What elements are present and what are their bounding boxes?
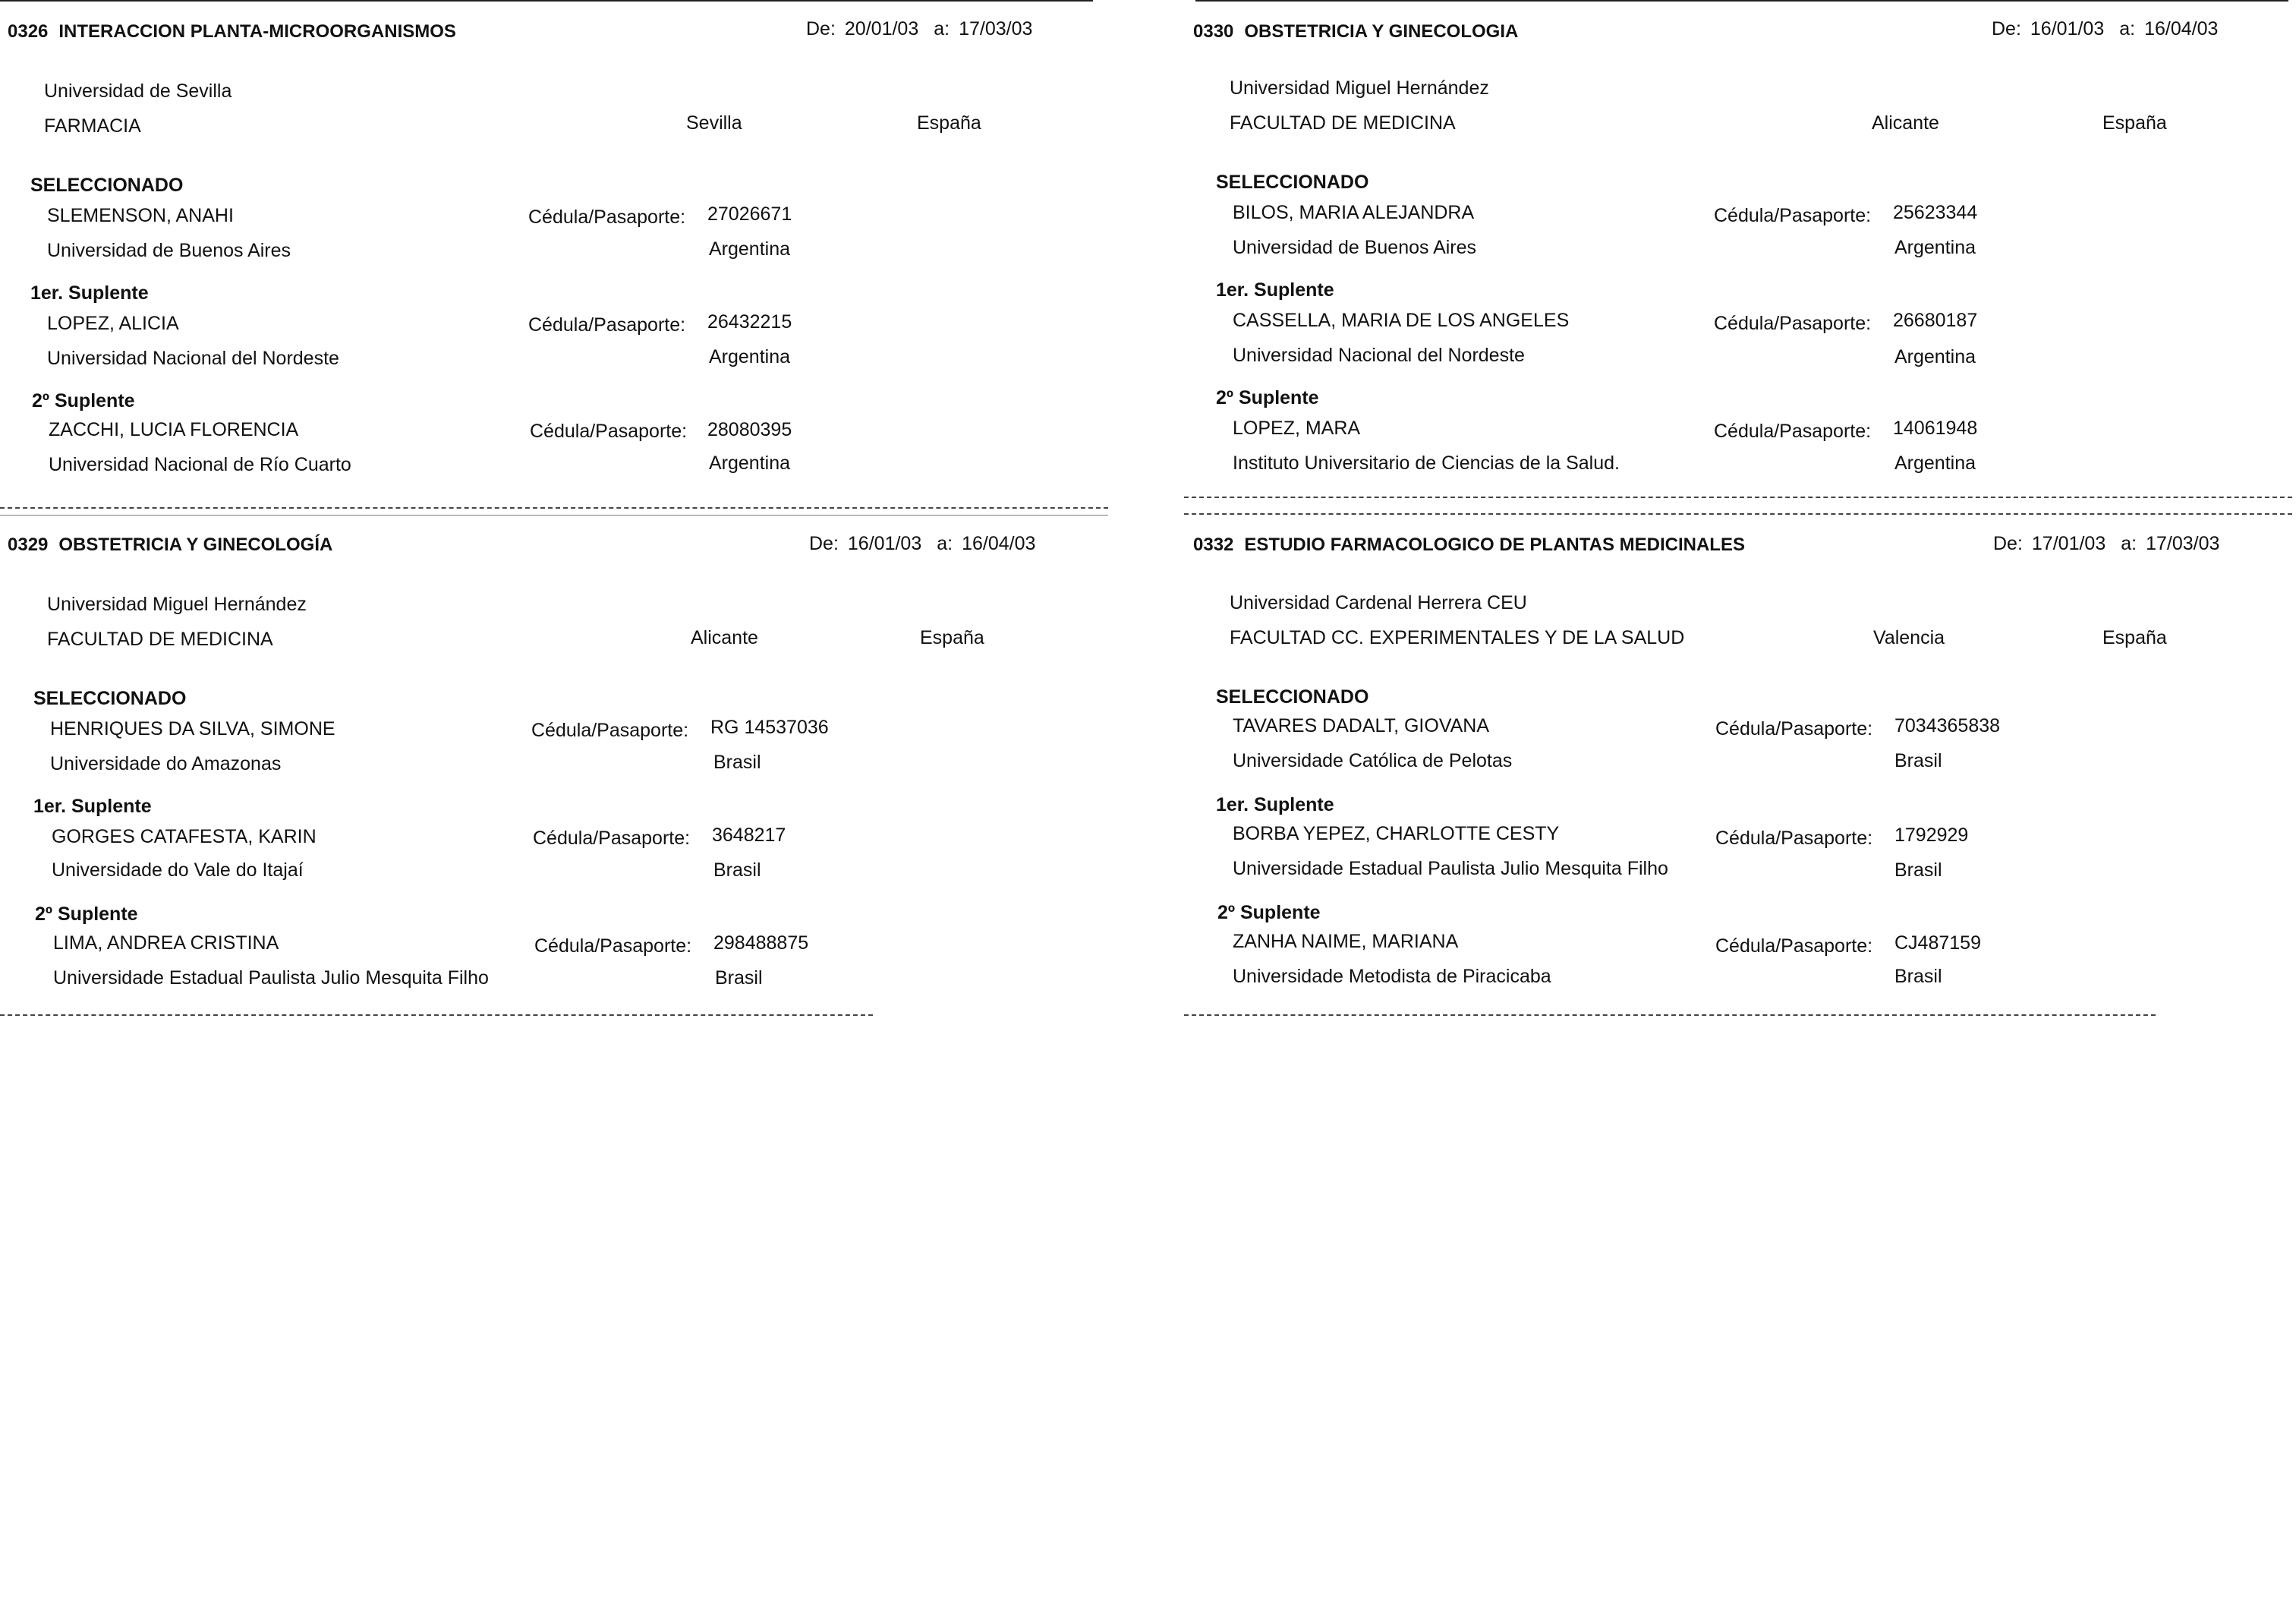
role-heading: 2º Suplente [1217, 902, 1321, 923]
from-label: De: [1992, 18, 2021, 39]
candidate-institution: Universidade do Amazonas [50, 753, 282, 774]
candidate-name: ZACCHI, LUCIA FLORENCIA [49, 419, 299, 440]
host-university: Universidad Miguel Hernández [1230, 77, 1489, 99]
id-label: Cédula/Pasaporte: [1715, 718, 1873, 739]
host-university: Universidad de Sevilla [44, 80, 232, 102]
candidate-country: Argentina [1894, 237, 1976, 258]
id-label: Cédula/Pasaporte: [1714, 313, 1872, 334]
candidate-country: Argentina [709, 238, 791, 260]
id-number: RG 14537036 [710, 717, 829, 738]
record-name: ESTUDIO FARMACOLOGICO DE PLANTAS MEDICINALES [1244, 535, 1745, 555]
role-heading: SELECCIONADO [33, 688, 187, 709]
role-heading: 1er. Suplente [1216, 279, 1334, 301]
record-code: 0326 [8, 21, 49, 42]
record-name: INTERACCION PLANTA-MICROORGANISMOS [58, 21, 456, 42]
id-label: Cédula/Pasaporte: [528, 314, 686, 336]
id-label: Cédula/Pasaporte: [1714, 421, 1872, 442]
mid-rule-left-a [0, 507, 1108, 509]
role-heading: SELECCIONADO [30, 175, 184, 196]
id-label: Cédula/Pasaporte: [1715, 828, 1873, 849]
record-dates [809, 533, 1035, 555]
candidate-name: SLEMENSON, ANAHI [47, 205, 234, 226]
from-date: 17/01/03 [2031, 533, 2106, 554]
candidate-country: Brasil [713, 752, 761, 773]
candidate-institution: Universidad Nacional del Nordeste [1233, 345, 1525, 366]
role-heading: 1er. Suplente [1216, 794, 1334, 815]
candidate-name: BILOS, MARIA ALEJANDRA [1233, 202, 1475, 223]
id-number: 25623344 [1893, 202, 1978, 223]
id-label: Cédula/Pasaporte: [531, 720, 689, 741]
to-label: a: [937, 533, 953, 554]
record-dates [1992, 18, 2218, 40]
candidate-name: GORGES CATAFESTA, KARIN [52, 826, 317, 847]
to-label: a: [2119, 18, 2136, 39]
host-faculty: FARMACIA [44, 115, 141, 137]
candidate-country: Brasil [1894, 859, 1942, 881]
candidate-country: Brasil [713, 859, 761, 881]
host-country: España [917, 112, 981, 134]
id-label: Cédula/Pasaporte: [1715, 935, 1873, 957]
candidate-name: LOPEZ, ALICIA [47, 313, 179, 334]
host-country: España [2102, 112, 2167, 134]
role-heading: 2º Suplente [35, 903, 138, 925]
candidate-institution: Universidad Nacional del Nordeste [47, 348, 339, 369]
role-heading: SELECCIONADO [1216, 686, 1369, 708]
host-faculty: FACULTAD CC. EXPERIMENTALES Y DE LA SALUD [1230, 627, 1685, 648]
to-label: a: [2121, 533, 2137, 554]
record-title [8, 535, 332, 556]
to-date: 17/03/03 [959, 18, 1033, 39]
record-card [1186, 513, 2296, 1014]
from-label: De: [809, 533, 839, 554]
host-city: Sevilla [686, 112, 742, 134]
role-heading: SELECCIONADO [1216, 172, 1369, 193]
id-number: 27026671 [707, 203, 792, 225]
record-card [0, 513, 1116, 1014]
from-date: 16/01/03 [847, 533, 922, 554]
host-faculty: FACULTAD DE MEDICINA [47, 629, 273, 650]
candidate-name: HENRIQUES DA SILVA, SIMONE [50, 718, 335, 739]
bottom-rule-right [1184, 1014, 2156, 1016]
id-number: 14061948 [1893, 418, 1978, 439]
candidate-country: Argentina [1894, 453, 1976, 474]
host-country: España [2102, 627, 2167, 648]
id-number: 3648217 [712, 825, 786, 846]
record-card [0, 0, 1116, 501]
role-heading: 2º Suplente [32, 390, 135, 412]
candidate-institution: Universidade Católica de Pelotas [1233, 750, 1513, 771]
record-dates [1993, 533, 2219, 555]
to-label: a: [934, 18, 950, 39]
to-date: 16/04/03 [2144, 18, 2219, 39]
record-title [1193, 535, 1745, 556]
candidate-institution: Universidade Estadual Paulista Julio Mesquita Filho [1233, 858, 1668, 879]
candidate-country: Argentina [1894, 346, 1976, 367]
candidate-country: Argentina [709, 346, 791, 367]
host-country: España [920, 627, 984, 648]
id-label: Cédula/Pasaporte: [533, 828, 691, 849]
id-label: Cédula/Pasaporte: [528, 207, 686, 228]
record-name: OBSTETRICIA Y GINECOLOGIA [1244, 21, 1519, 42]
from-date: 16/01/03 [2030, 18, 2105, 39]
candidate-institution: Universidade Estadual Paulista Julio Mesquita Filho [53, 967, 489, 989]
id-label: Cédula/Pasaporte: [534, 935, 692, 957]
record-code: 0332 [1193, 535, 1234, 555]
candidate-institution: Universidad de Buenos Aires [1233, 237, 1477, 258]
host-faculty: FACULTAD DE MEDICINA [1230, 112, 1456, 134]
host-university: Universidad Cardenal Herrera CEU [1230, 592, 1527, 613]
host-university: Universidad Miguel Hernández [47, 594, 307, 615]
candidate-institution: Instituto Universitario de Ciencias de la Salud. [1233, 453, 1620, 474]
id-number: 7034365838 [1894, 715, 2001, 736]
bottom-rule-left [0, 1014, 873, 1016]
candidate-name: ZANHA NAIME, MARIANA [1233, 931, 1459, 952]
candidate-country: Brasil [1894, 750, 1942, 771]
candidate-institution: Universidade do Vale do Itajaí [52, 859, 304, 881]
id-number: 26432215 [707, 311, 792, 333]
id-number: 1792929 [1894, 825, 1969, 846]
host-city: Valencia [1873, 627, 1945, 648]
host-city: Alicante [1872, 112, 1939, 134]
candidate-country: Brasil [1894, 966, 1942, 987]
id-number: 28080395 [707, 419, 792, 440]
role-heading: 1er. Suplente [30, 282, 149, 304]
candidate-name: LIMA, ANDREA CRISTINA [53, 932, 279, 954]
from-date: 20/01/03 [844, 18, 919, 39]
record-title [8, 21, 456, 43]
candidate-name: TAVARES DADALT, GIOVANA [1233, 715, 1490, 736]
candidate-name: LOPEZ, MARA [1233, 418, 1361, 439]
id-label: Cédula/Pasaporte: [1714, 205, 1872, 226]
id-number: 26680187 [1893, 310, 1978, 331]
record-name: OBSTETRICIA Y GINECOLOGÍA [58, 535, 333, 555]
candidate-country: Argentina [709, 453, 791, 474]
record-title [1193, 21, 1518, 43]
role-heading: 1er. Suplente [33, 796, 152, 817]
host-city: Alicante [691, 627, 758, 648]
from-label: De: [1993, 533, 2023, 554]
candidate-name: BORBA YEPEZ, CHARLOTTE CESTY [1233, 823, 1560, 844]
to-date: 17/03/03 [2146, 533, 2220, 554]
record-dates [806, 18, 1032, 40]
record-card [1186, 0, 2296, 501]
to-date: 16/04/03 [962, 533, 1036, 554]
role-heading: 2º Suplente [1216, 387, 1319, 408]
id-number: 298488875 [713, 932, 809, 954]
from-label: De: [806, 18, 836, 39]
candidate-institution: Universidad de Buenos Aires [47, 240, 291, 261]
id-label: Cédula/Pasaporte: [530, 421, 688, 442]
candidate-country: Brasil [715, 967, 763, 989]
candidate-institution: Universidad Nacional de Río Cuarto [49, 454, 351, 475]
candidate-institution: Universidade Metodista de Piracicaba [1233, 966, 1551, 987]
id-number: CJ487159 [1894, 932, 1981, 954]
candidate-name: CASSELLA, MARIA DE LOS ANGELES [1233, 310, 1570, 331]
record-code: 0329 [8, 535, 49, 555]
record-code: 0330 [1193, 21, 1234, 42]
